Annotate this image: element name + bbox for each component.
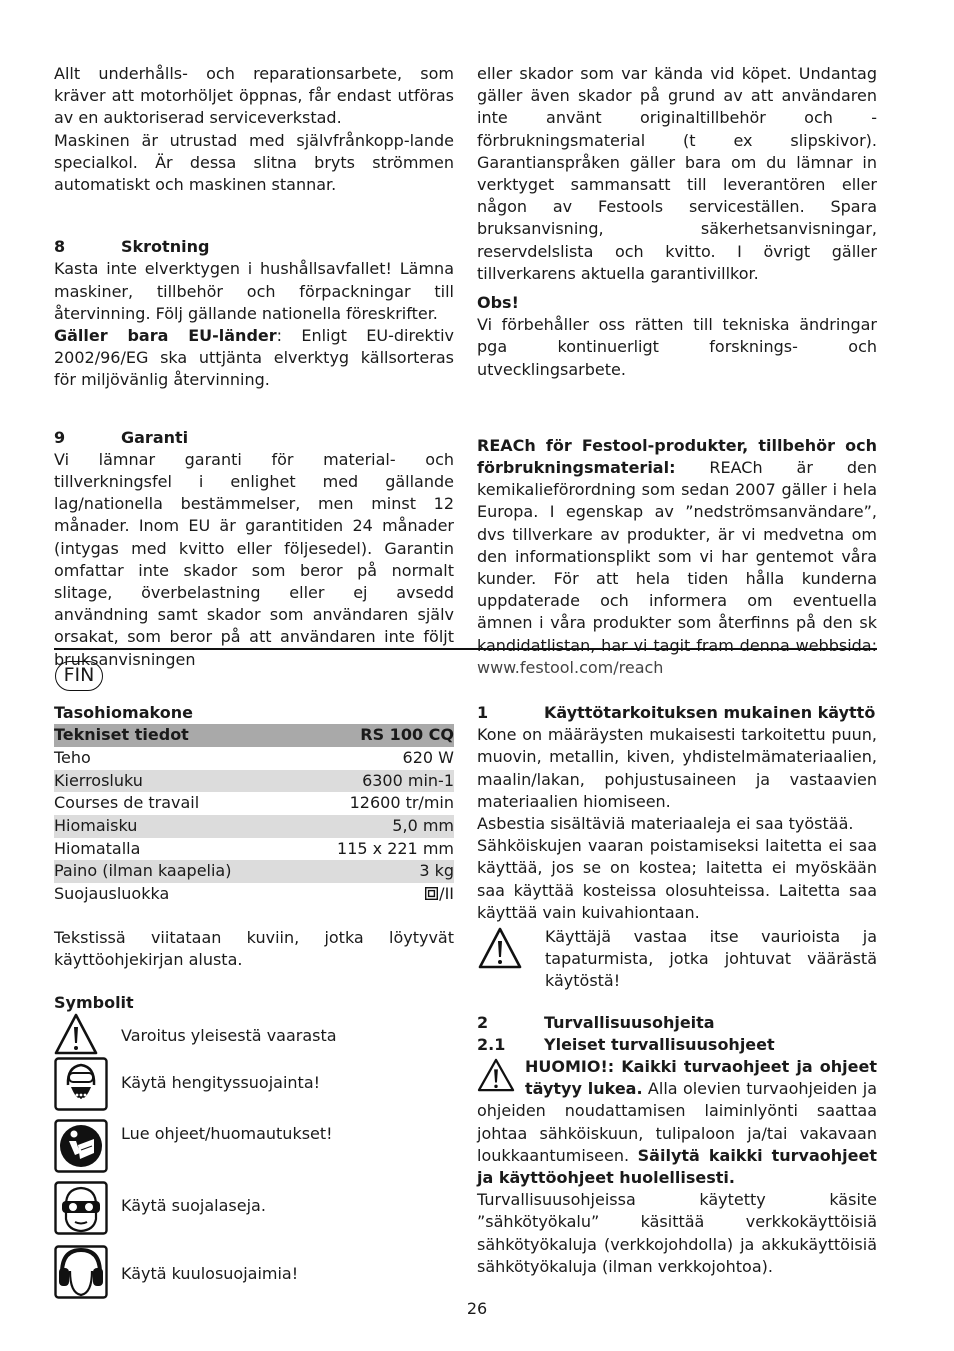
s2-bold-lead: HUOMIO!: Kaikki turvaohjeet ja ohjeet täytyy lukea. (525, 1057, 877, 1099)
double-insulation-icon (425, 887, 438, 900)
reach-link[interactable]: www.festool.com/reach (477, 657, 664, 677)
spec-value: 6300 min-1 (295, 770, 454, 793)
obs-text: Vi förbehåller oss rätten till tekniska ändringar pga kontinuerligt forsknings- och utvecklingsarbete. (477, 315, 877, 379)
section-number: 2 (477, 1012, 489, 1032)
spec-table (54, 724, 454, 906)
sv-right-column (477, 63, 877, 679)
spec-value: 5,0 mm (295, 815, 454, 838)
spec-row (54, 770, 454, 793)
symbol-label: Lue ohjeet/huomautukset! (121, 1124, 333, 1143)
symbol-label: Varoitus yleisestä vaarasta (121, 1026, 337, 1045)
section-title: Garanti (121, 427, 189, 447)
s2-p1-text: Alla olevien turvaohjeiden ja ohjeiden noudattamisen laiminlyönti saattaa johtaa sähköiskuun, tulipaloon ja/tai vakavaan loukkaantumiseen. (477, 1079, 877, 1165)
spec-header-label: Tekniset tiedot (54, 724, 295, 747)
s9-p1-cont: eller skador som var kända vid köpet. Undantag gäller även skador på grund av att användaren inte använt originaltillbehör och -förbrukningsmaterial (t ex slipskivor). Garantianspråken gäller bara om du lämnar in verktyget sammansatt till leverantören eller någon av Festools serviceställen. Spara bruksanvisning, säkerhetsanvisningar, reservdelslista och kvitto. I övrigt gäller tillverkarens aktuella garantivillkor. (477, 64, 877, 283)
s2-p2: Turvallisuusohjeissa käytetty käsite ”sähkötyökalu” käsittää verkkokäyttöisiä sähkötyökaluja (verkkojohdolla) ja akkukäyttöisiä sähkötyökaluja (ilman verkkojohtoa). (477, 1190, 877, 1276)
warning-triangle-icon (54, 1012, 98, 1056)
ear-protection-icon (54, 1245, 108, 1299)
section-number: 9 (54, 427, 66, 447)
spec-header-value: RS 100 CQ (295, 724, 454, 747)
read-manual-icon (54, 1119, 108, 1173)
obs-title: Obs! (477, 293, 519, 313)
page-number: 26 (466, 1299, 488, 1318)
spec-label: Courses de travail (54, 793, 200, 813)
s2-bold-keep: Säilytä kaikki turvaohjeet ja käyttöohjeet huolellisesti. (477, 1145, 878, 1188)
respirator-mask-icon (54, 1057, 108, 1111)
sv-intro-p2: Maskinen är utrustad med självfrånkopp-lande specialkol. Är dessa slitna bryts strömmen automatiskt och maskinen stannar. (54, 130, 454, 195)
spec-value (295, 883, 454, 906)
section-title: Turvallisuusohjeita (544, 1012, 715, 1032)
section-8-heading (54, 236, 454, 258)
fin-left-column (54, 702, 454, 1014)
symbol-label: Käytä kuulosuojaimia! (121, 1264, 299, 1283)
spec-row (54, 815, 454, 838)
section-1-heading (477, 702, 877, 724)
sv-intro-p1: Allt underhålls- och reparationsarbete, som kräver att motorhöljet öppnas, får endast utföras av en auktoriserad serviceverkstad. (54, 64, 454, 128)
s9-p1: Vi lämnar garanti för material- och tillverkningsfel i enlighet med gällande lag/nationella bestämmelser, men minst 12 månader. Inom EU är garantitiden 24 månader (intygas med kvitto eller följesedel). Garantin omfattar inte skador som beror på normalt slitage, överbelastning eller ej avsedd användning samt skador som användaren själv orsakat, som beror på att användaren inte följt bruksanvisningen (54, 449, 454, 669)
section-title: Skrotning (121, 237, 210, 257)
spec-header-row (54, 724, 454, 747)
section-2-heading (477, 1012, 877, 1034)
section-divider (54, 648, 877, 650)
spec-value: 3 kg (295, 860, 454, 883)
s1-p1: Kone on määräysten mukaisesti tarkoitettu puun, muovin, metallin, kiven, yhdistelmämateriaalien, maalin/lakan, pohjustusaineen ja vastaavien materiaalien hiomiseen. (477, 725, 877, 811)
spec-label: Hiomaisku (54, 815, 295, 838)
section-number: 8 (54, 237, 66, 257)
section-2-1-heading (477, 1034, 877, 1056)
spec-row (54, 860, 454, 883)
symbol-label: Käytä hengityssuojainta! (121, 1073, 321, 1092)
reach-text: REACh är den kemikalieförordning som sedan 2007 gäller i hela Europa. I egenskap av ”nedströmsanvändare”, dvs tillverkare av produkter, är vi medvetna om den informationsplikt som vi har gentemot våra kunder. För att hela tiden hålla kunderna uppdaterade och informera om eventuella ämnen i våra produkter som återfinns på den sk kandidatlistan, har vi tagit fram denna webbsida: (477, 458, 877, 655)
warning-triangle-icon (477, 1058, 515, 1092)
fin-right-column (477, 702, 877, 1278)
s1-warning-text: Käyttäjä vastaa itse vaurioista ja tapaturmista, jotka johtuvat väärästä käytöstä! (545, 927, 877, 991)
spec-value-text: /II (439, 884, 454, 904)
symbols-title: Symbolit (54, 993, 134, 1013)
section-number: 1 (477, 703, 489, 722)
spec-row (54, 838, 454, 861)
section-9-heading (54, 427, 454, 449)
warning-triangle-icon (477, 926, 523, 970)
s1-warning (477, 926, 877, 993)
spec-row (54, 883, 454, 906)
spec-row (54, 792, 454, 815)
spec-label: Teho (54, 747, 91, 767)
section-title: Yleiset turvallisuusohjeet (544, 1034, 775, 1054)
spec-value: 115 x 221 mm (337, 838, 454, 858)
spec-label: Kierrosluku (54, 770, 295, 793)
spec-label: Hiomatalla (54, 838, 141, 858)
s1-p2: Asbestia sisältäviä materiaaleja ei saa työstää. (477, 814, 854, 834)
spec-row (54, 747, 454, 770)
s1-p3: Sähköiskujen vaaran poistamiseksi laitetta ei saa käyttää, jos se on kostea; laitetta ei myöskään saa käyttää kosteissa olosuhteissa. Laitetta saa käyttää vain kuivahiontaan. (477, 836, 877, 922)
language-badge: FIN (55, 661, 103, 691)
s8-p1: Kasta inte elverktygen i hushållsavfallet! Lämna maskiner, tillbehör och förpackningar till återvinning. Följ gällande nationella föreskrifter. (54, 259, 454, 323)
s8-p2 (54, 325, 454, 392)
s2-p1 (477, 1056, 877, 1189)
section-title: Käyttötarkoituksen mukainen käyttö (544, 703, 876, 722)
spec-label: Suojausluokka (54, 884, 170, 904)
product-title: Tasohiomakone (54, 703, 193, 722)
spec-label: Paino (ilman kaapelia) (54, 860, 295, 883)
sv-left-column (54, 63, 454, 671)
spec-value: 12600 tr/min (349, 793, 454, 813)
eu-rest: : Enligt EU-direktiv 2002/96/EG ska uttjänta elverktyg källsorteras för miljövänlig återvinning. (54, 326, 454, 390)
safety-goggles-icon (54, 1181, 108, 1235)
reach-paragraph (477, 435, 877, 679)
section-number: 2.1 (477, 1034, 506, 1054)
figures-note: Tekstissä viitataan kuviin, jotka löytyvät käyttöohjekirjan alusta. (54, 927, 454, 970)
reach-bold: REACh för Festool-produkter, tillbehör och förbrukningsmaterial: (477, 435, 877, 478)
spec-value: 620 W (402, 747, 454, 767)
eu-bold: Gäller bara EU-länder (54, 326, 277, 346)
symbol-label: Käytä suojalaseja. (121, 1196, 266, 1215)
